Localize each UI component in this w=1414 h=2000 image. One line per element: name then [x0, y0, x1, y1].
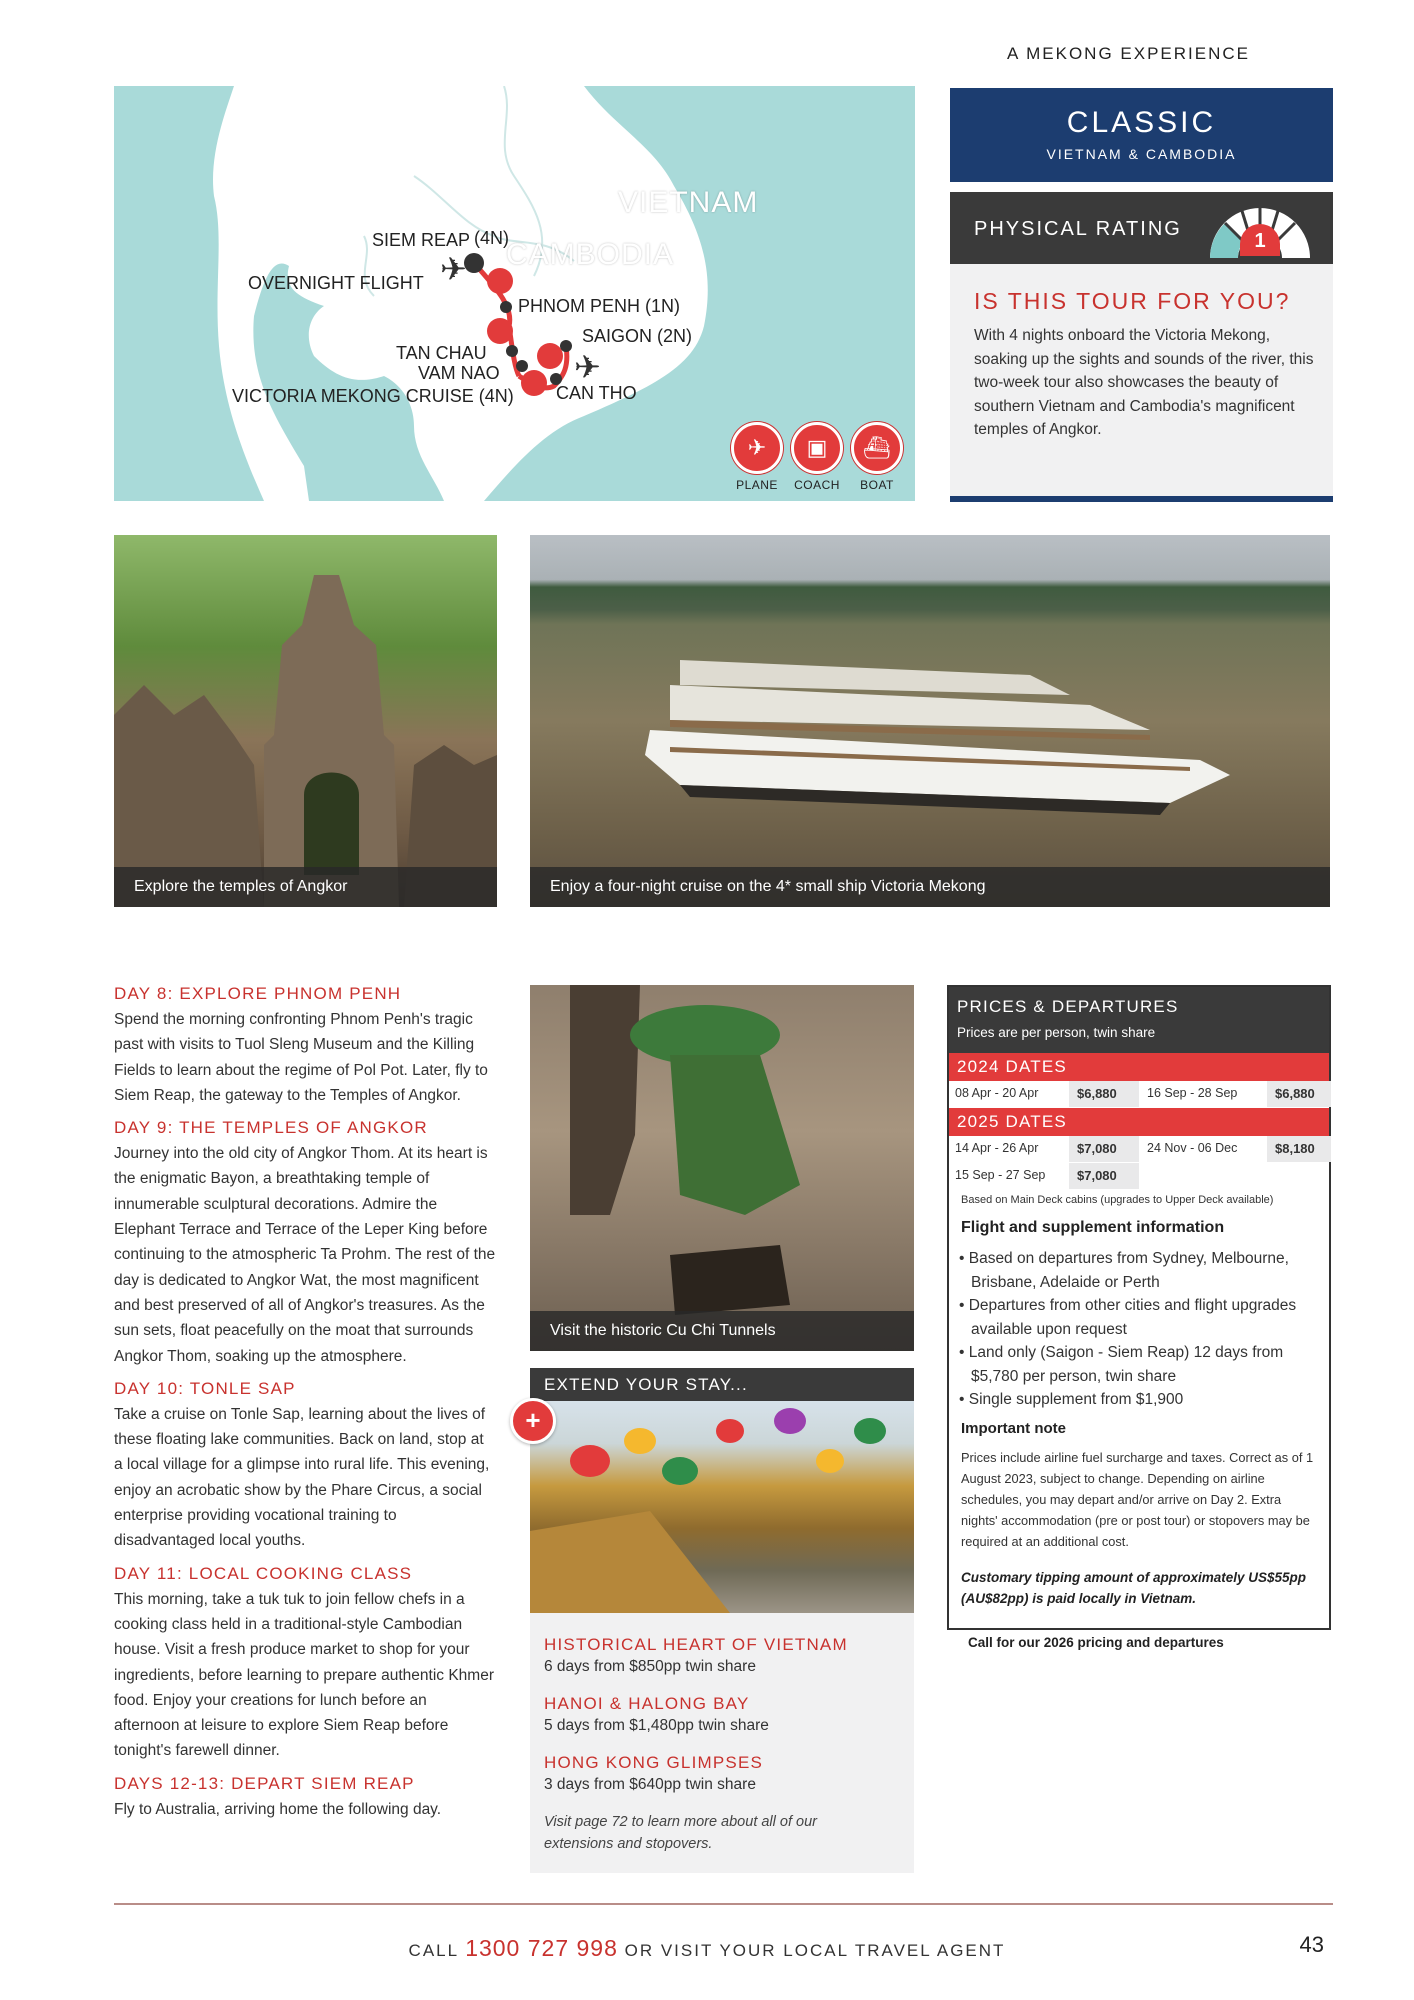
day-title: DAY 9: THE TEMPLES OF ANGKOR [114, 1118, 428, 1138]
label-phnom-penh: PHNOM PENH (1N) [518, 296, 681, 316]
itinerary-day [114, 1118, 496, 1369]
year-2024: 2024 DATES [949, 1053, 1329, 1081]
day-text: This morning, take a tuk tuk to join fellow chefs in a cooking class held in a traditional-style Cambodian house. Visit a fresh produce market to shop for your ingredients, before learning to prepare authentic Khmer food. Enjoy your creations for lunch before an afternoon at leisure to explore Siem Reap before tonight's farewell dinner. [114, 1590, 494, 1760]
legend-coach: ▣ COACH [791, 422, 843, 492]
boat-legend-icon: ⛴ [851, 422, 903, 474]
extend-heading: EXTEND YOUR STAY... [530, 1368, 914, 1401]
important-heading: Important note [961, 1420, 1066, 1437]
departure-date: 08 Apr - 20 Apr [955, 1086, 1039, 1100]
label-siem-reap: SIEM REAP [372, 230, 471, 250]
label-overnight-flight: OVERNIGHT FLIGHT [248, 273, 424, 293]
page-number: 43 [1299, 1932, 1324, 1957]
legend-boat: ⛴ BOAT [851, 422, 903, 492]
flight-item: • Based on departures from Sydney, Melbourne, Brisbane, Adelaide or Perth [959, 1250, 1289, 1291]
angkor-caption: Explore the temples of Angkor [114, 867, 497, 907]
lanterns-illustration [530, 1401, 914, 1613]
day-title: DAY 11: LOCAL COOKING CLASS [114, 1563, 413, 1583]
siem-reap-dot [464, 253, 484, 273]
flight-item: • Land only (Saigon - Siem Reap) 12 days from $5,780 per person, twin share [959, 1344, 1284, 1385]
label-saigon: SAIGON (2N) [582, 326, 693, 346]
footer-divider [114, 1903, 1333, 1905]
legend-plane: ✈ PLANE [731, 422, 783, 492]
cruise-caption: Enjoy a four-night cruise on the 4* small ship Victoria Mekong [530, 867, 1330, 907]
label-victoria-cruise: VICTORIA MEKONG CRUISE (4N) [232, 386, 514, 406]
prices-heading: PRICES & DEPARTURES [957, 997, 1179, 1016]
day-text: Fly to Australia, arriving home the following day. [114, 1800, 442, 1818]
plane-icon-saigon: ✈ [574, 349, 601, 385]
label-tan-chau: TAN CHAU [396, 343, 487, 363]
extension-sub: 3 days from $640pp twin share [544, 1776, 756, 1793]
footer-phone[interactable]: 1300 727 998 [465, 1935, 618, 1961]
footer-rest: OR VISIT YOUR LOCAL TRAVEL AGENT [624, 1941, 1006, 1960]
extension-sub: 5 days from $1,480pp twin share [544, 1717, 769, 1734]
extension-item[interactable] [544, 1694, 769, 1735]
plane-icon: ✈ [440, 251, 467, 287]
prices-box [947, 985, 1331, 1630]
extension-note: Visit page 72 to learn more about all of our extensions and stopovers. [544, 1814, 817, 1852]
departure-date: 16 Sep - 28 Sep [1147, 1086, 1238, 1100]
coach-legend-icon: ▣ [791, 422, 843, 474]
prices-subheading: Prices are per person, twin share [957, 1025, 1156, 1040]
cabin-note: Based on Main Deck cabins (upgrades to Upper Deck available) [961, 1194, 1274, 1206]
label-vam-nao: VAM NAO [418, 363, 500, 383]
departure-price: $7,080 [1077, 1141, 1117, 1156]
footer [0, 1935, 1414, 1962]
departure-price: $8,180 [1275, 1141, 1315, 1156]
tipping-note: Customary tipping amount of approximately US$55pp (AU$82pp) is paid locally in Vietnam. [961, 1570, 1307, 1606]
footer-call: CALL [408, 1941, 459, 1960]
prices-header [949, 987, 1329, 1053]
extend-list [530, 1613, 914, 1873]
tour-style: CLASSIC [1066, 106, 1217, 139]
angkor-photo [114, 535, 497, 907]
departure-date: 24 Nov - 06 Dec [1147, 1141, 1238, 1155]
tour-question: IS THIS TOUR FOR YOU? [974, 288, 1291, 314]
extension-item[interactable] [544, 1635, 848, 1676]
extension-title: HANOI & HALONG BAY [544, 1694, 750, 1713]
tour-style-box [950, 88, 1333, 182]
day-text: Take a cruise on Tonle Sap, learning about the lives of these floating lake communities. Back on land, stop at a local village for a glimpse into rural life. This evening, enjoy an acrobatic show by the Phare Circus, a social enterprise providing vocational training to disadvantaged local youths. [114, 1405, 490, 1550]
flight-item: • Single supplement from $1,900 [959, 1391, 1184, 1408]
year-2025: 2025 DATES [949, 1108, 1329, 1136]
departure-price: $6,880 [1275, 1086, 1315, 1101]
itinerary-day [114, 1379, 496, 1554]
day-title: DAY 10: TONLE SAP [114, 1378, 296, 1398]
extension-title: HISTORICAL HEART OF VIETNAM [544, 1635, 848, 1654]
flight-heading: Flight and supplement information [961, 1219, 1225, 1236]
itinerary [114, 984, 496, 1832]
day-text: Journey into the old city of Angkor Thom. At its heart is the enigmatic Bayon, a breathtaking temple of innumerable sculptural decorations. Admire the Elephant Terrace and Terrace of the Leper King before continuing to the atmospheric Ta Prohm. The rest of the day is dedicated to Angkor Wat, the most magnificent and best preserved of all of Angkor's treasures. As the sun sets, float peacefully on the moat that surrounds Angkor Thom, soaking up the atmosphere. [114, 1145, 496, 1365]
price-row [949, 1136, 1329, 1162]
extension-title: HONG KONG GLIMPSES [544, 1753, 764, 1772]
day-title: DAYS 12-13: DEPART SIEM REAP [114, 1773, 415, 1793]
departure-date: 15 Sep - 27 Sep [955, 1168, 1046, 1182]
departure-price: $7,080 [1077, 1168, 1117, 1183]
departure-price: $6,880 [1077, 1086, 1117, 1101]
departure-date: 14 Apr - 26 Apr [955, 1141, 1039, 1155]
plane-legend-icon: ✈ [731, 422, 783, 474]
cruise-photo [530, 535, 1330, 907]
cruise-ship-illustration [530, 535, 1330, 907]
label-can-tho: CAN THO [556, 383, 637, 403]
physical-rating-value: 1 [1240, 224, 1280, 256]
extension-sub: 6 days from $850pp twin share [544, 1658, 756, 1675]
flight-item: • Departures from other cities and flight upgrades available upon request [959, 1297, 1297, 1338]
day-text: Spend the morning confronting Phnom Penh's tragic past with visits to Tuol Sleng Museum and the Killing Fields to learn about the regime of Pol Pot. Later, fly to Siem Reap, the gateway to the Temples of Angkor. [114, 1011, 488, 1104]
extend-plus-icon: + [510, 1398, 556, 1444]
route-map [114, 86, 915, 501]
physical-rating-label: PHYSICAL RATING [974, 218, 1182, 240]
important-text: Prices include airline fuel surcharge and taxes. Correct as of 1 August 2023, subject to change. Depending on airline schedules, you may depart and/or arrive on Day 2. Extra nights' accommodation (pre or post tour) or stopovers may be required at an additional cost. [961, 1450, 1314, 1549]
hoi-an-photo [530, 1401, 914, 1613]
cuchi-photo [530, 985, 914, 1351]
tour-region: VIETNAM & CAMBODIA [1046, 146, 1237, 162]
flight-list [959, 1247, 1319, 1412]
cuchi-caption: Visit the historic Cu Chi Tunnels [530, 1311, 914, 1351]
day-title: DAY 8: EXPLORE PHNOM PENH [114, 984, 402, 1003]
section-title: A MEKONG EXPERIENCE [1007, 44, 1250, 63]
country-vietnam: VIETNAM [618, 186, 759, 219]
price-row [949, 1081, 1329, 1107]
itinerary-day [114, 984, 496, 1108]
tour-info-box [950, 264, 1333, 502]
price-row [949, 1163, 1329, 1189]
extension-item[interactable] [544, 1753, 763, 1794]
tour-description: With 4 nights onboard the Victoria Mekong, soaking up the sights and sounds of the river, this two-week tour also showcases the beauty of southern Vietnam and Cambodia's magnificent temples of Angkor. [974, 327, 1314, 438]
cuchi-tunnel-illustration [530, 985, 914, 1351]
itinerary-day [114, 1774, 496, 1822]
label-siem-reap-nights: (4N) [474, 228, 509, 248]
itinerary-day [114, 1564, 496, 1764]
physical-rating-bar [950, 192, 1333, 264]
country-cambodia: CAMBODIA [506, 238, 675, 271]
angkor-gate-illustration [114, 535, 497, 907]
call-2026: Call for our 2026 pricing and departures [968, 1635, 1224, 1650]
